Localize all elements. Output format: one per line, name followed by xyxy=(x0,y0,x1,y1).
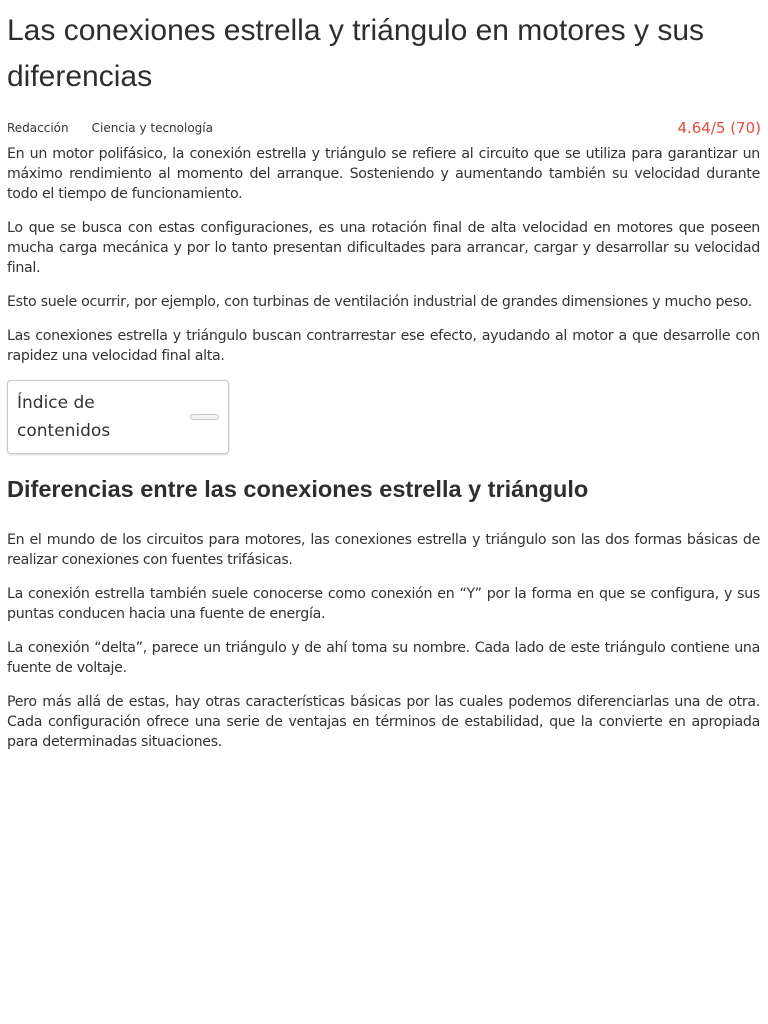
author-link[interactable]: Redacción xyxy=(7,121,69,135)
section-paragraph: En el mundo de los circuitos para motores, las conexiones estrella y triángulo son las dos formas básicas de realizar conexiones con fuentes trifásicas. xyxy=(7,532,760,568)
article-body xyxy=(7,144,760,752)
table-of-contents[interactable] xyxy=(7,380,229,454)
intro-paragraph: Esto suele ocurrir, por ejemplo, con turbinas de ventilación industrial de grandes dimensiones y mucho peso. xyxy=(7,294,753,310)
section-paragraph: Pero más allá de estas, hay otras características básicas por las cuales podemos diferenciarlas una de otra. Cada configuración ofrece una serie de ventajas en términos de estabilidad, que la convierte en apropiada para determinadas situaciones. xyxy=(7,694,760,750)
section-heading: Diferencias entre las conexiones estrella y triángulo xyxy=(7,476,589,502)
article-meta-left xyxy=(7,121,213,135)
toc-title: Índice de contenidos xyxy=(17,393,111,441)
intro-paragraph: En un motor polifásico, la conexión estrella y triángulo se refiere al circuito que se utiliza para garantizar un máximo rendimiento al momento del arranque. Sosteniendo y aumentando también su velocidad durante todo el tiempo de funcionamiento. xyxy=(7,146,760,202)
rating-score[interactable]: 4.64/5 (70) xyxy=(677,119,761,137)
section-paragraph: La conexión estrella también suele conocerse como conexión en “Y” por la forma en que se configura, y sus puntas conducen hacia una fuente de energía. xyxy=(7,586,760,622)
article-title: Las conexiones estrella y triángulo en motores y sus diferencias xyxy=(7,14,705,93)
section-paragraph: La conexión “delta”, parece un triángulo y de ahí toma su nombre. Cada lado de este triángulo contiene una fuente de voltaje. xyxy=(7,640,760,676)
toc-toggle-icon[interactable] xyxy=(190,414,219,420)
intro-paragraph: Lo que se busca con estas configuraciones, es una rotación final de alta velocidad en motores que poseen mucha carga mecánica y por lo tanto presentan dificultades para arrancar, cargar y desarrollar su velocidad final. xyxy=(7,220,760,276)
category-link[interactable]: Ciencia y tecnología xyxy=(91,121,213,135)
intro-paragraph: Las conexiones estrella y triángulo buscan contrarrestar ese efecto, ayudando al motor a que desarrolle con rapidez una velocidad final alta. xyxy=(7,328,760,364)
article-meta xyxy=(7,118,760,138)
